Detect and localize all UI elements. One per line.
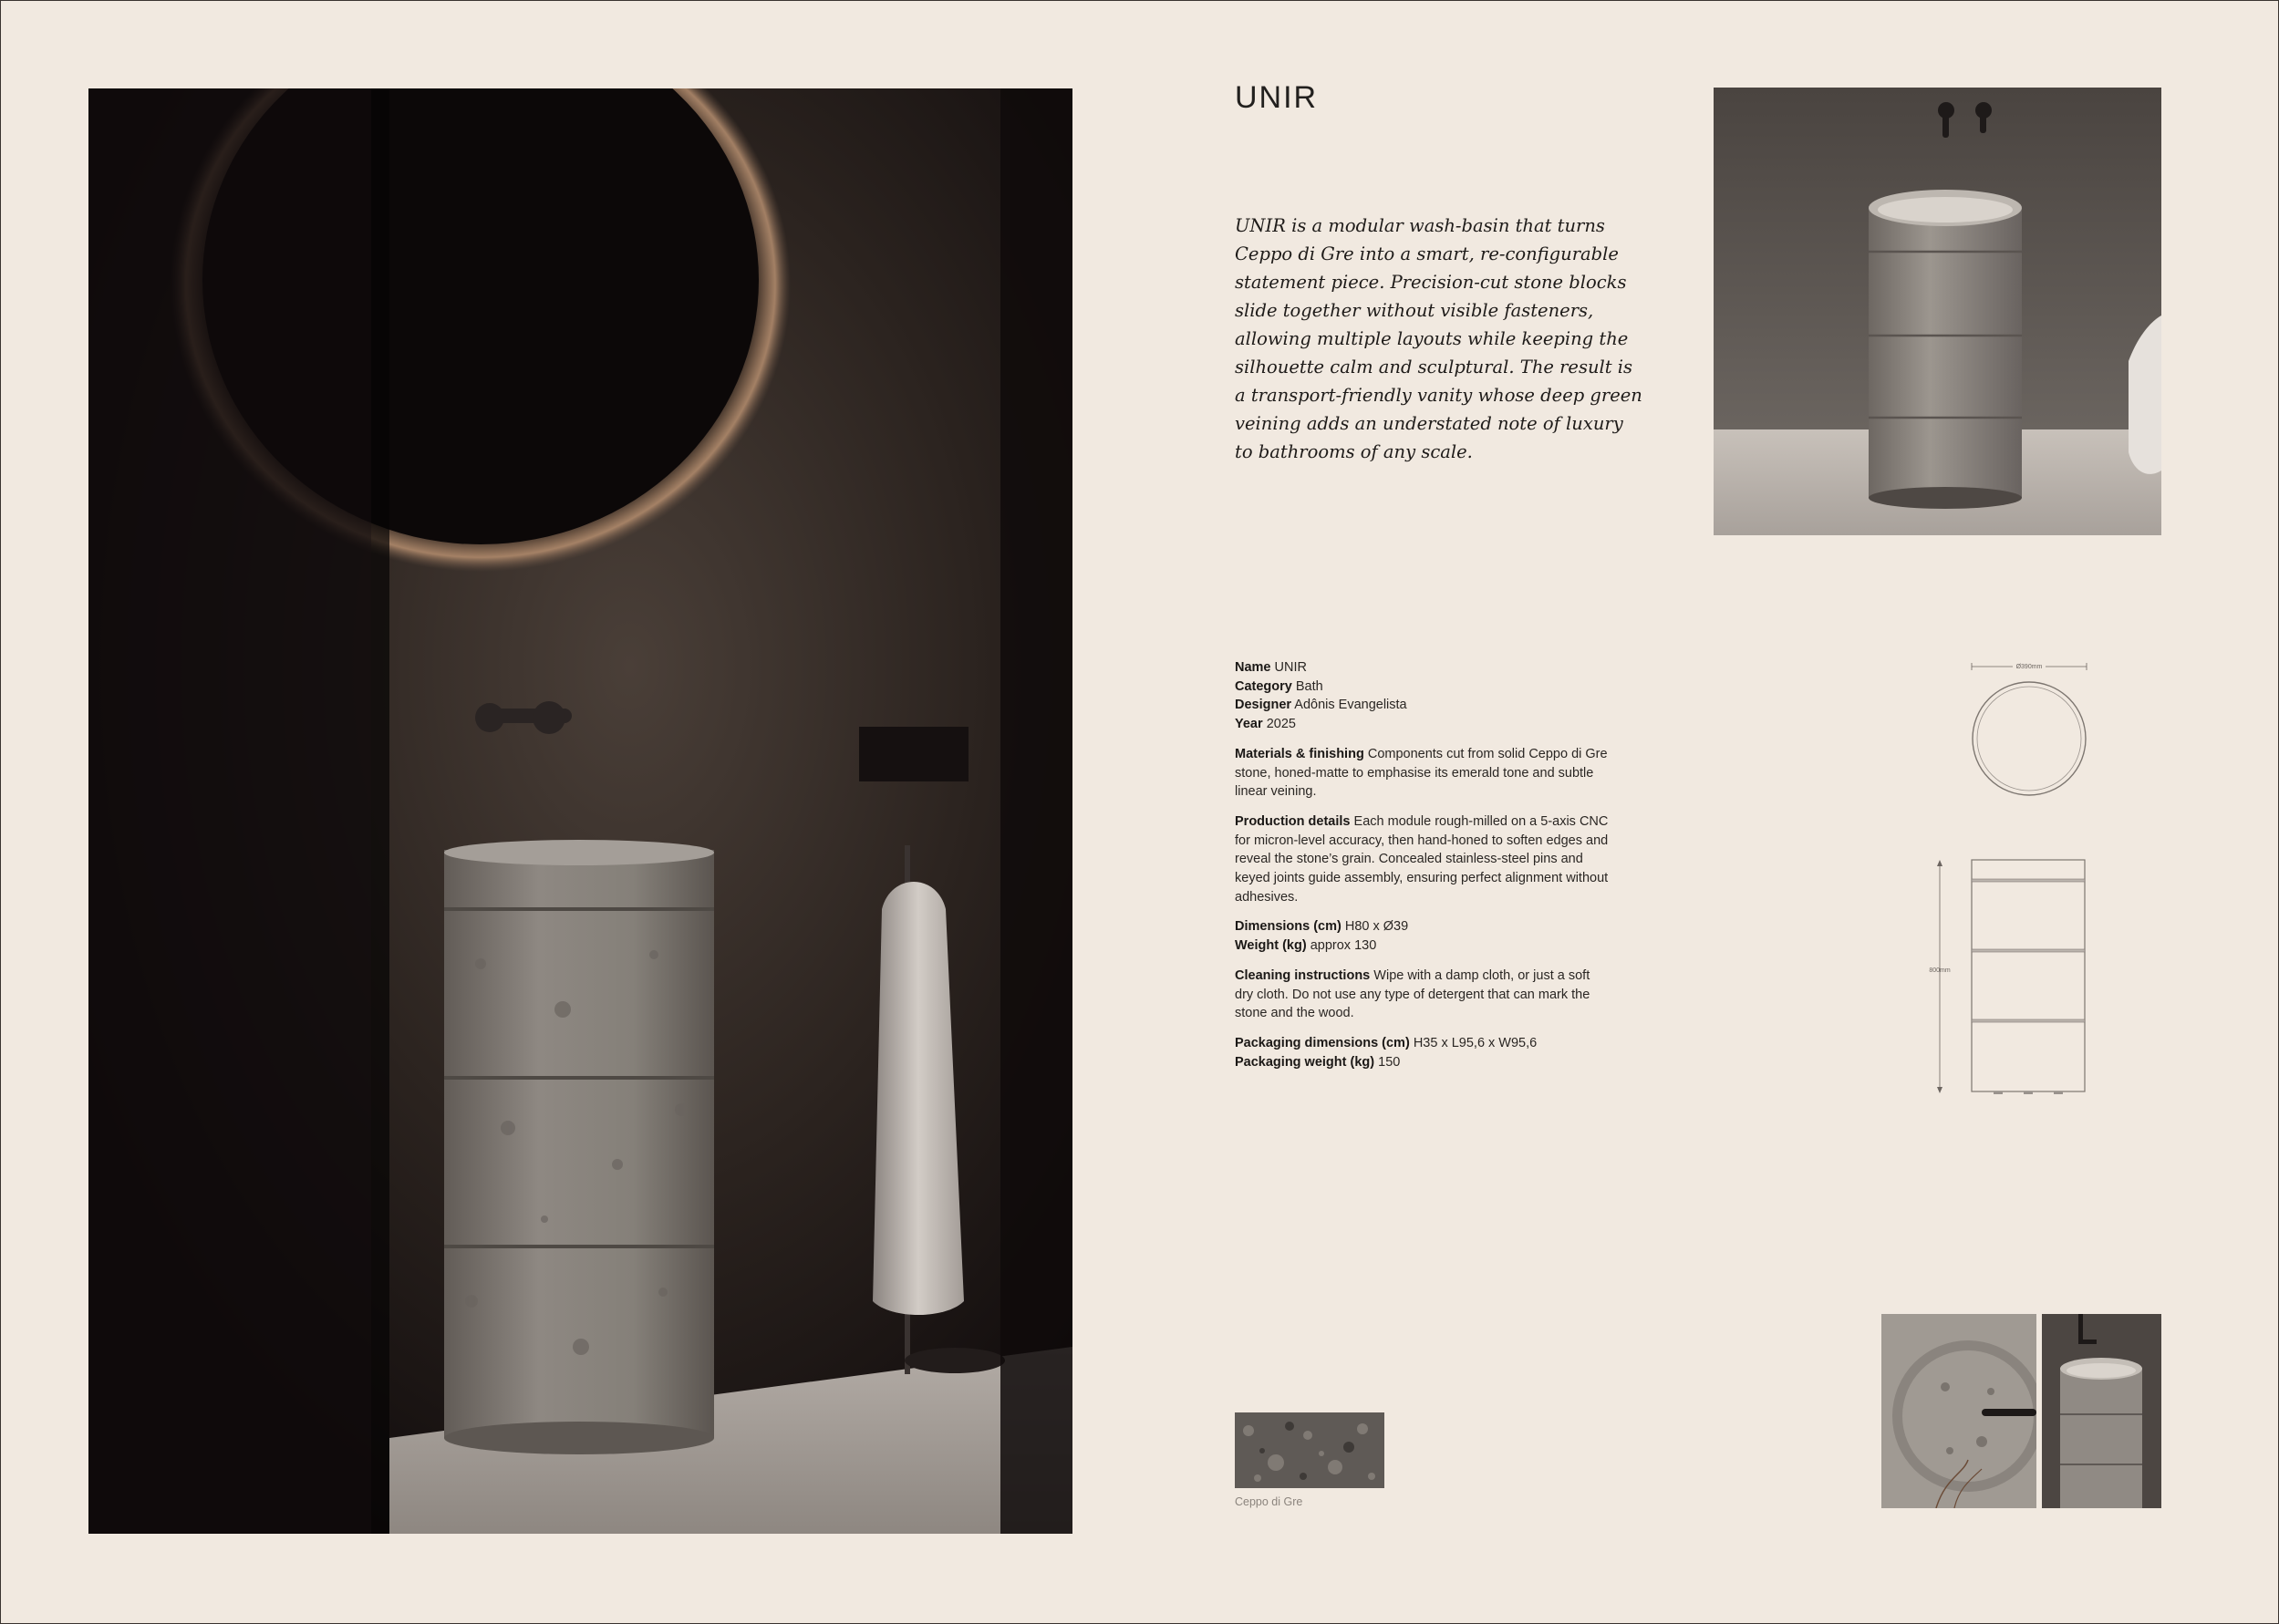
spec-packaging <box>1235 1034 1609 1071</box>
technical-drawing-top-view <box>1961 655 2098 801</box>
spec-cleaning: Cleaning instructions Wipe with a damp cloth, or just a soft dry cloth. Do not use any type of detergent that can mark the stone and the wood. <box>1235 967 1590 1021</box>
product-photo-front <box>1714 88 2161 535</box>
spec-packaging-weight: Packaging weight (kg) 150 <box>1235 1054 1401 1070</box>
product-photo-side-detail <box>2042 1314 2161 1508</box>
spec-packaging-dimensions: Packaging dimensions (cm) H35 x L95,6 x W95,6 <box>1235 1035 1538 1050</box>
spec-designer: Designer Adônis Evangelista <box>1235 698 1407 713</box>
product-description: UNIR is a modular wash-basin that turns Ceppo di Gre into a smart, re-configurable statement piece. Precision-cut stone blocks slide together without visible fasteners, allowing multiple layouts while keeping the silhouette calm and sculptural. The result is a transport-friendly vanity whose deep green veining adds an understated note of luxury to bathrooms of any scale. <box>1235 215 1642 462</box>
spec-materials: Materials & finishing Components cut from solid Ceppo di Gre stone, honed-matte to emphasise its emerald tone and subtle linear veining. <box>1235 746 1608 800</box>
spec-weight: Weight (kg) approx 130 <box>1235 938 1377 954</box>
height-label: 800mm <box>1929 967 1951 974</box>
hero-photo <box>88 88 1072 1534</box>
spec-list <box>1235 658 1609 1082</box>
technical-drawing-side-view <box>1915 853 2098 1099</box>
spec-group-basic <box>1235 658 1609 734</box>
spec-dimensions: Dimensions (cm) H80 x Ø39 <box>1235 919 1409 935</box>
spec-name: Name UNIR <box>1235 660 1307 675</box>
spec-category: Category Bath <box>1235 678 1323 694</box>
material-swatch-label: Ceppo di Gre <box>1235 1495 1303 1508</box>
product-photo-top-detail <box>1881 1314 2036 1508</box>
material-swatch <box>1235 1412 1384 1488</box>
spec-dimensions-weight <box>1235 917 1609 955</box>
product-title: UNIR <box>1235 80 1319 115</box>
spec-production: Production details Each module rough-milled on a 5-axis CNC for micron-level accuracy, then hand-honed to soften edges and reveal the stone’s grain. Concealed stainless-steel pins and keyed joints guide assembly, ensuring perfect alignment without adhesives. <box>1235 813 1609 905</box>
diameter-label: Ø390mm <box>2015 664 2043 670</box>
spec-year: Year 2025 <box>1235 717 1296 732</box>
